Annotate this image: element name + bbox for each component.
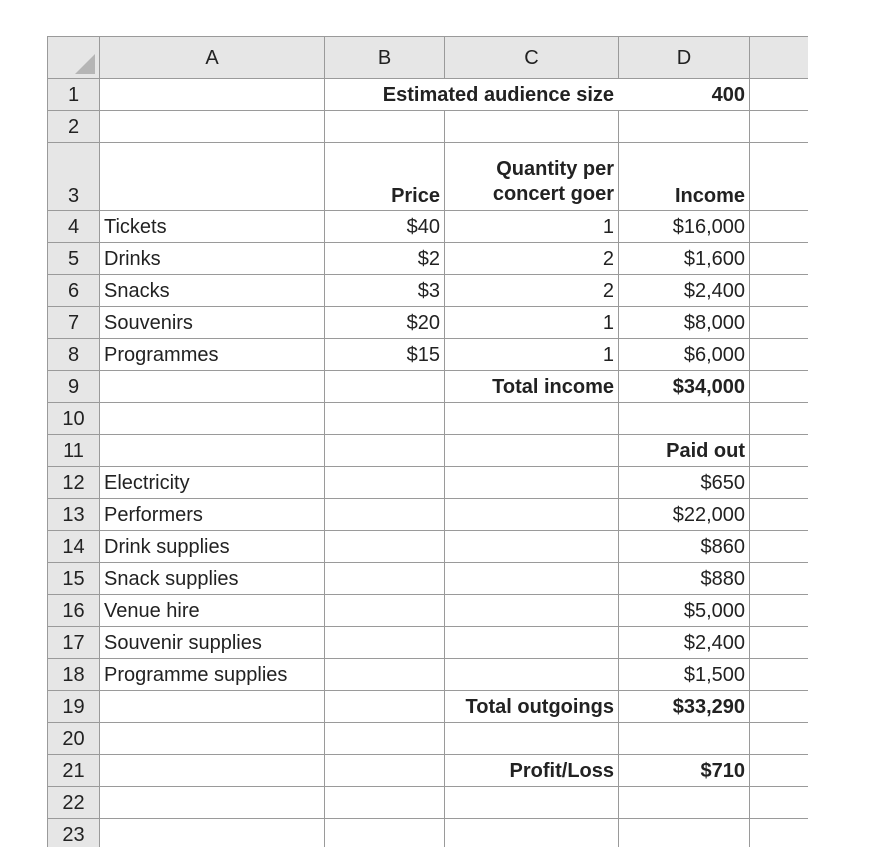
- cell-c21[interactable]: Profit/Loss: [445, 755, 619, 787]
- row-header[interactable]: 8: [48, 339, 100, 371]
- row-header[interactable]: 13: [48, 499, 100, 531]
- cell-c10[interactable]: [445, 403, 619, 435]
- cell-e7[interactable]: [750, 307, 809, 339]
- cell-d19[interactable]: $33,290: [619, 691, 750, 723]
- cell-a8[interactable]: Programmes: [100, 339, 325, 371]
- cell-d2[interactable]: [619, 111, 750, 143]
- table-row: [48, 819, 809, 848]
- cell-b22[interactable]: [325, 787, 445, 819]
- cell-d21[interactable]: $710: [619, 755, 750, 787]
- row-header[interactable]: 5: [48, 243, 100, 275]
- cell-d16[interactable]: $5,000: [619, 595, 750, 627]
- cell-d20[interactable]: [619, 723, 750, 755]
- row-header[interactable]: 4: [48, 211, 100, 243]
- cell-d22[interactable]: [619, 787, 750, 819]
- cell-d14[interactable]: $860: [619, 531, 750, 563]
- cell-b8[interactable]: $15: [325, 339, 445, 371]
- cell-d3[interactable]: Income: [619, 143, 750, 211]
- select-all-corner[interactable]: [48, 37, 100, 79]
- cell-c5[interactable]: 2: [445, 243, 619, 275]
- table-row: [48, 403, 809, 435]
- cell-b15[interactable]: [325, 563, 445, 595]
- cell-a18[interactable]: Programme supplies: [100, 659, 325, 691]
- table-row: [48, 723, 809, 755]
- cell-c18[interactable]: [445, 659, 619, 691]
- table-row: [48, 691, 809, 723]
- cell-b18[interactable]: [325, 659, 445, 691]
- table-row: [48, 595, 809, 627]
- cell-a5[interactable]: Drinks: [100, 243, 325, 275]
- cell-e15[interactable]: [750, 563, 809, 595]
- row-header[interactable]: 10: [48, 403, 100, 435]
- cell-b14[interactable]: [325, 531, 445, 563]
- cell-c20[interactable]: [445, 723, 619, 755]
- cell-e5[interactable]: [750, 243, 809, 275]
- cell-d12[interactable]: $650: [619, 467, 750, 499]
- select-all-icon: [75, 54, 95, 74]
- cell-a7[interactable]: Souvenirs: [100, 307, 325, 339]
- cell-c15[interactable]: [445, 563, 619, 595]
- table-row: [48, 275, 809, 307]
- cell-e18[interactable]: [750, 659, 809, 691]
- column-header-d[interactable]: D: [619, 37, 750, 79]
- cell-c8[interactable]: 1: [445, 339, 619, 371]
- cell-d8[interactable]: $6,000: [619, 339, 750, 371]
- table-row: [48, 79, 809, 111]
- cell-b17[interactable]: [325, 627, 445, 659]
- cell-a9[interactable]: [100, 371, 325, 403]
- table-row: [48, 143, 809, 211]
- cell-a19[interactable]: [100, 691, 325, 723]
- table-row: [48, 111, 809, 143]
- cell-c16[interactable]: [445, 595, 619, 627]
- cell-b12[interactable]: [325, 467, 445, 499]
- cell-b4[interactable]: $40: [325, 211, 445, 243]
- cell-d15[interactable]: $880: [619, 563, 750, 595]
- cell-e4[interactable]: [750, 211, 809, 243]
- cell-a21[interactable]: [100, 755, 325, 787]
- cell-c9[interactable]: Total income: [445, 371, 619, 403]
- cell-a13[interactable]: Performers: [100, 499, 325, 531]
- row-header[interactable]: 9: [48, 371, 100, 403]
- row-header[interactable]: 11: [48, 435, 100, 467]
- cell-c14[interactable]: [445, 531, 619, 563]
- cell-c6[interactable]: 2: [445, 275, 619, 307]
- cell-b5[interactable]: $2: [325, 243, 445, 275]
- cell-b6[interactable]: $3: [325, 275, 445, 307]
- cell-a20[interactable]: [100, 723, 325, 755]
- row-header[interactable]: 14: [48, 531, 100, 563]
- cell-a23[interactable]: [100, 819, 325, 848]
- cell-b23[interactable]: [325, 819, 445, 848]
- column-header-a[interactable]: A: [100, 37, 325, 79]
- cell-b7[interactable]: $20: [325, 307, 445, 339]
- table-row: [48, 499, 809, 531]
- cell-e10[interactable]: [750, 403, 809, 435]
- cell-c17[interactable]: [445, 627, 619, 659]
- cell-e6[interactable]: [750, 275, 809, 307]
- worksheet-table: [47, 36, 808, 847]
- cell-d10[interactable]: [619, 403, 750, 435]
- table-row: [48, 243, 809, 275]
- cell-b11[interactable]: [325, 435, 445, 467]
- cell-c22[interactable]: [445, 787, 619, 819]
- cell-c4[interactable]: 1: [445, 211, 619, 243]
- row-header[interactable]: 3: [48, 143, 100, 211]
- cell-b16[interactable]: [325, 595, 445, 627]
- cell-d18[interactable]: $1,500: [619, 659, 750, 691]
- cell-e20[interactable]: [750, 723, 809, 755]
- cell-e3[interactable]: [750, 143, 809, 211]
- row-header[interactable]: 2: [48, 111, 100, 143]
- cell-b20[interactable]: [325, 723, 445, 755]
- cell-c23[interactable]: [445, 819, 619, 848]
- cell-a3[interactable]: [100, 143, 325, 211]
- table-row: [48, 371, 809, 403]
- cell-b10[interactable]: [325, 403, 445, 435]
- cell-c3[interactable]: Quantity per concert goer: [445, 143, 619, 211]
- column-header-e[interactable]: [750, 37, 809, 79]
- row-header[interactable]: 19: [48, 691, 100, 723]
- table-row: [48, 627, 809, 659]
- cell-e1[interactable]: [750, 79, 809, 111]
- cell-c2[interactable]: [445, 111, 619, 143]
- cell-b21[interactable]: [325, 755, 445, 787]
- cell-a22[interactable]: [100, 787, 325, 819]
- table-row: [48, 339, 809, 371]
- cell-d23[interactable]: [619, 819, 750, 848]
- cell-e11[interactable]: [750, 435, 809, 467]
- table-row: [48, 307, 809, 339]
- cell-e14[interactable]: [750, 531, 809, 563]
- table-row: [48, 531, 809, 563]
- column-header-c[interactable]: C: [445, 37, 619, 79]
- cell-d9[interactable]: $34,000: [619, 371, 750, 403]
- cell-b1[interactable]: Estimated audience size: [325, 79, 619, 111]
- table-row: [48, 787, 809, 819]
- cell-a4[interactable]: Tickets: [100, 211, 325, 243]
- row-header[interactable]: 23: [48, 819, 100, 848]
- cell-e21[interactable]: [750, 755, 809, 787]
- cell-b19[interactable]: [325, 691, 445, 723]
- row-header[interactable]: 18: [48, 659, 100, 691]
- cell-e17[interactable]: [750, 627, 809, 659]
- cell-a12[interactable]: Electricity: [100, 467, 325, 499]
- cell-b9[interactable]: [325, 371, 445, 403]
- cell-c11[interactable]: [445, 435, 619, 467]
- table-row: [48, 659, 809, 691]
- cell-d4[interactable]: $16,000: [619, 211, 750, 243]
- row-header[interactable]: 16: [48, 595, 100, 627]
- table-row: [48, 467, 809, 499]
- cell-c7[interactable]: 1: [445, 307, 619, 339]
- cell-a10[interactable]: [100, 403, 325, 435]
- cell-e19[interactable]: [750, 691, 809, 723]
- cell-a15[interactable]: Snack supplies: [100, 563, 325, 595]
- cell-d17[interactable]: $2,400: [619, 627, 750, 659]
- cell-a16[interactable]: Venue hire: [100, 595, 325, 627]
- row-header[interactable]: 15: [48, 563, 100, 595]
- cell-a11[interactable]: [100, 435, 325, 467]
- cell-e16[interactable]: [750, 595, 809, 627]
- table-row: [48, 755, 809, 787]
- row-header[interactable]: 20: [48, 723, 100, 755]
- cell-a14[interactable]: Drink supplies: [100, 531, 325, 563]
- cell-e2[interactable]: [750, 111, 809, 143]
- cell-a6[interactable]: Snacks: [100, 275, 325, 307]
- spreadsheet-grid: [47, 36, 808, 847]
- row-header[interactable]: 22: [48, 787, 100, 819]
- row-header[interactable]: 21: [48, 755, 100, 787]
- cell-d7[interactable]: $8,000: [619, 307, 750, 339]
- column-header-b[interactable]: B: [325, 37, 445, 79]
- cell-a17[interactable]: Souvenir supplies: [100, 627, 325, 659]
- cell-a2[interactable]: [100, 111, 325, 143]
- cell-d11[interactable]: Paid out: [619, 435, 750, 467]
- cell-e12[interactable]: [750, 467, 809, 499]
- table-row: [48, 435, 809, 467]
- row-header[interactable]: 17: [48, 627, 100, 659]
- table-row: [48, 563, 809, 595]
- cell-b2[interactable]: [325, 111, 445, 143]
- cell-a1[interactable]: [100, 79, 325, 111]
- cell-c12[interactable]: [445, 467, 619, 499]
- row-header[interactable]: 1: [48, 79, 100, 111]
- cell-d5[interactable]: $1,600: [619, 243, 750, 275]
- cell-e22[interactable]: [750, 787, 809, 819]
- row-header[interactable]: 12: [48, 467, 100, 499]
- cell-e9[interactable]: [750, 371, 809, 403]
- cell-d6[interactable]: $2,400: [619, 275, 750, 307]
- cell-b13[interactable]: [325, 499, 445, 531]
- cell-d13[interactable]: $22,000: [619, 499, 750, 531]
- cell-e23[interactable]: [750, 819, 809, 848]
- cell-e8[interactable]: [750, 339, 809, 371]
- cell-d1[interactable]: 400: [619, 79, 750, 111]
- row-header[interactable]: 7: [48, 307, 100, 339]
- table-row: [48, 211, 809, 243]
- row-header[interactable]: 6: [48, 275, 100, 307]
- cell-b3[interactable]: Price: [325, 143, 445, 211]
- cell-c13[interactable]: [445, 499, 619, 531]
- cell-c19[interactable]: Total outgoings: [445, 691, 619, 723]
- cell-e13[interactable]: [750, 499, 809, 531]
